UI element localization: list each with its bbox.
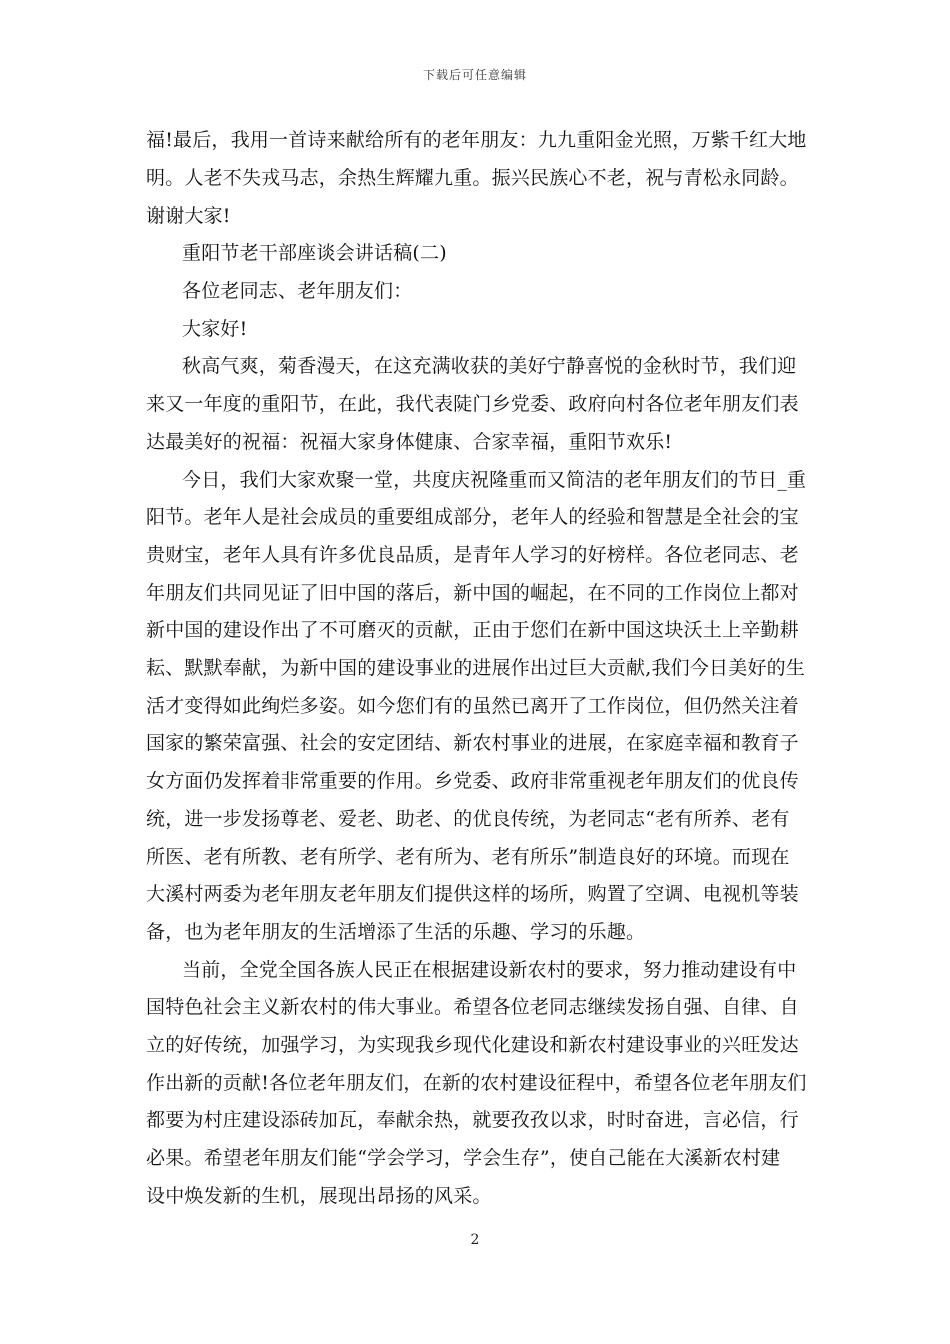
text-line: 贵财宝，老年人具有许多优良品质，是青年人学习的好榜样。各位老同志、老 bbox=[146, 544, 799, 566]
text-line: 耘、默默奉献，为新中国的建设事业的进展作出过巨大贡献,我们今日美好的生 bbox=[146, 657, 806, 679]
text-line: 明。人老不失戎马志，余热生辉耀九重。振兴民族心不老，祝与青松永同龄。 bbox=[146, 167, 799, 189]
text-line: 谢谢大家! bbox=[146, 205, 231, 227]
text-line: 国家的繁荣富强、社会的安定团结、新农村事业的进展，在家庭幸福和教育子 bbox=[146, 732, 799, 754]
text-line: 作出新的贡献!各位老年朋友们，在新的农村建设征程中，希望各位老年朋友们 bbox=[146, 1072, 807, 1094]
text-line: 备，也为老年朋友的生活增添了生活的乐趣、学习的乐趣。 bbox=[146, 921, 646, 943]
text-line: 福!最后，我用一首诗来献给所有的老年朋友：九九重阳金光照，万紫千红大地 bbox=[146, 129, 807, 151]
section-heading: 重阳节老干部座谈会讲话稿(二) bbox=[182, 242, 447, 264]
page-header: 下载后可任意编辑 bbox=[422, 68, 527, 82]
greeting: 大家好! bbox=[182, 318, 248, 340]
text-line: 必果。希望老年朋友们能“学会学习，学会生存”，使自己能在大溪新农村建 bbox=[146, 1147, 781, 1169]
text-line: 来又一年度的重阳节，在此，我代表陡门乡党委、政府向村各位老年朋友们表 bbox=[146, 393, 799, 415]
text-line: 设中焕发新的生机，展现出昂扬的风采。 bbox=[146, 1185, 492, 1207]
text-line: 秋高气爽，菊香漫天，在这充满收获的美好宁静喜悦的金秋时节，我们迎 bbox=[182, 355, 797, 377]
salutation: 各位老同志、老年朋友们： bbox=[182, 280, 413, 302]
text-line: 统，进一步发扬尊老、爱老、助老、的优良传统，为老同志“老有所养、老有 bbox=[146, 808, 790, 830]
page-number: 2 bbox=[470, 1232, 480, 1248]
text-line: 所医、老有所教、老有所学、老有所为、老有所乐”制造良好的环境。而现在 bbox=[146, 846, 790, 868]
text-line: 国特色社会主义新农村的伟大事业。希望各位老同志继续发扬自强、自律、自 bbox=[146, 996, 799, 1018]
text-line: 女方面仍发挥着非常重要的作用。乡党委、政府非常重视老年朋友们的优良传 bbox=[146, 770, 799, 792]
text-line: 新中国的建设作出了不可磨灭的贡献，正由于您们在新中国这块沃土上辛勤耕 bbox=[146, 619, 799, 641]
text-line: 今日，我们大家欢聚一堂，共度庆祝隆重而又简洁的老年朋友们的节日_重 bbox=[182, 469, 807, 491]
text-line: 都要为村庄建设添砖加瓦，奉献余热，就要孜孜以求，时时奋进，言必信，行 bbox=[146, 1109, 799, 1131]
text-line: 达最美好的祝福：祝福大家身体健康、合家幸福，重阳节欢乐! bbox=[146, 431, 673, 453]
text-line: 年朋友们共同见证了旧中国的落后，新中国的崛起，在不同的工作岗位上都对 bbox=[146, 582, 799, 604]
text-line: 立的好传统，加强学习，为实现我乡现代化建设和新农村建设事业的兴旺发达 bbox=[146, 1034, 799, 1056]
text-line: 活才变得如此绚烂多姿。如今您们有的虽然已离开了工作岗位，但仍然关注着 bbox=[146, 695, 799, 717]
text-line: 阳节。老年人是社会成员的重要组成部分，老年人的经验和智慧是全社会的宝 bbox=[146, 506, 799, 528]
text-line: 当前，全党全国各族人民正在根据建设新农村的要求，努力推动建设有中 bbox=[182, 959, 797, 981]
text-line: 大溪村两委为老年朋友老年朋友们提供这样的场所，购置了空调、电视机等装 bbox=[146, 883, 799, 905]
